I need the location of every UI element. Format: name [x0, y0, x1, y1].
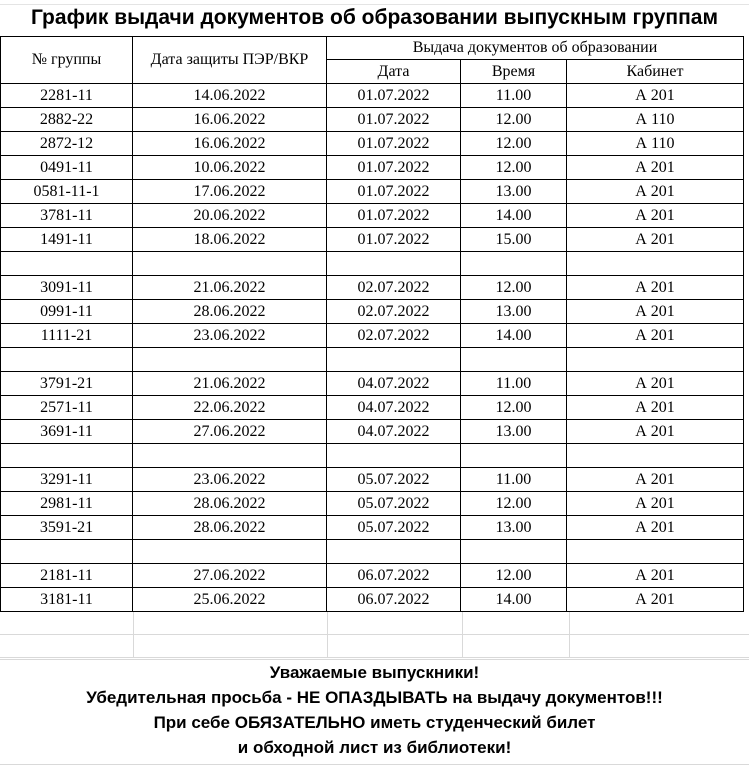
cell-room[interactable]: А 201 [567, 492, 744, 516]
cell-defense-date[interactable]: 21.06.2022 [133, 372, 327, 396]
cell-issue-time[interactable]: 14.00 [461, 324, 567, 348]
cell-group[interactable] [1, 348, 133, 372]
table-row [1, 276, 744, 300]
cell-group[interactable]: 2181-11 [1, 564, 133, 588]
cell-issue-time[interactable]: 12.00 [461, 132, 567, 156]
cell-group[interactable]: 3691-11 [1, 420, 133, 444]
cell-issue-time[interactable]: 13.00 [461, 420, 567, 444]
cell-room[interactable] [567, 540, 744, 564]
cell-defense-date[interactable]: 20.06.2022 [133, 204, 327, 228]
notice-line-3: При себе ОБЯЗАТЕЛЬНО иметь студенческий билет [153, 713, 596, 732]
notice-block [0, 659, 749, 764]
cell-group[interactable] [1, 252, 133, 276]
table-row [1, 564, 744, 588]
notice-line-4: и обходной лист из библиотеки! [237, 738, 512, 757]
table-row [1, 108, 744, 132]
cell-defense-date[interactable]: 16.06.2022 [133, 132, 327, 156]
cell-issue-time[interactable]: 11.00 [461, 372, 567, 396]
cell-defense-date[interactable]: 28.06.2022 [133, 300, 327, 324]
table-row [1, 156, 744, 180]
cell-group[interactable]: 3091-11 [1, 276, 133, 300]
cell-defense-date[interactable]: 17.06.2022 [133, 180, 327, 204]
cell-defense-date[interactable] [133, 348, 327, 372]
cell-issue-date[interactable]: 01.07.2022 [327, 84, 461, 108]
cell-defense-date[interactable] [133, 444, 327, 468]
cell-group[interactable]: 1491-11 [1, 228, 133, 252]
cell-defense-date[interactable]: 23.06.2022 [133, 324, 327, 348]
cell-group[interactable]: 2281-11 [1, 84, 133, 108]
cell-room[interactable] [567, 348, 744, 372]
cell-issue-time[interactable]: 13.00 [461, 300, 567, 324]
cell-group[interactable]: 2571-11 [1, 396, 133, 420]
table-row [1, 324, 744, 348]
cell-group[interactable]: 2872-12 [1, 132, 133, 156]
cell-issue-time[interactable]: 12.00 [461, 156, 567, 180]
schedule-title: График выдачи документов об образовании выпускным группам [30, 6, 719, 29]
cell-issue-date[interactable]: 02.07.2022 [327, 324, 461, 348]
header-group[interactable]: № группы [1, 37, 133, 84]
cell-room[interactable] [567, 444, 744, 468]
cell-issue-date[interactable]: 05.07.2022 [327, 516, 461, 540]
cell-room[interactable]: А 201 [567, 156, 744, 180]
cell-room[interactable]: А 201 [567, 396, 744, 420]
cell-issue-time[interactable]: 12.00 [461, 108, 567, 132]
notice-line-2: Убедительная просьба - НЕ ОПАЗДЫВАТЬ на выдачу документов!!! [86, 688, 663, 707]
table-row [1, 228, 744, 252]
cell-group[interactable]: 0581-11-1 [1, 180, 133, 204]
cell-issue-date[interactable]: 06.07.2022 [327, 588, 461, 612]
cell-room[interactable]: А 201 [567, 372, 744, 396]
table-row [1, 396, 744, 420]
cell-group[interactable]: 3291-11 [1, 468, 133, 492]
cell-issue-time[interactable]: 14.00 [461, 204, 567, 228]
header-row [1, 37, 744, 60]
cell-room[interactable]: А 201 [567, 276, 744, 300]
table-row [1, 132, 744, 156]
table-row [1, 204, 744, 228]
spacer-row [1, 348, 744, 372]
cell-defense-date[interactable]: 27.06.2022 [133, 564, 327, 588]
cell-issue-time[interactable]: 12.00 [461, 276, 567, 300]
cell-room[interactable]: А 201 [567, 468, 744, 492]
header-time[interactable]: Время [461, 60, 567, 84]
cell-defense-date[interactable]: 28.06.2022 [133, 492, 327, 516]
header-defense-date[interactable]: Дата защиты ПЭР/ВКР [133, 37, 327, 84]
cell-defense-date[interactable] [133, 540, 327, 564]
cell-issue-time[interactable] [461, 252, 567, 276]
cell-issue-date[interactable]: 04.07.2022 [327, 420, 461, 444]
cell-issue-date[interactable] [327, 540, 461, 564]
cell-issue-time[interactable]: 12.00 [461, 492, 567, 516]
cell-issue-date[interactable] [327, 252, 461, 276]
cell-issue-time[interactable]: 14.00 [461, 588, 567, 612]
cell-defense-date[interactable]: 10.06.2022 [133, 156, 327, 180]
spacer-row [1, 540, 744, 564]
cell-issue-date[interactable]: 04.07.2022 [327, 372, 461, 396]
cell-issue-date[interactable]: 01.07.2022 [327, 180, 461, 204]
cell-issue-date[interactable] [327, 444, 461, 468]
cell-defense-date[interactable]: 18.06.2022 [133, 228, 327, 252]
cell-room[interactable]: А 201 [567, 324, 744, 348]
cell-room[interactable]: А 201 [567, 300, 744, 324]
cell-group[interactable]: 0491-11 [1, 156, 133, 180]
cell-defense-date[interactable]: 21.06.2022 [133, 276, 327, 300]
cell-defense-date[interactable]: 23.06.2022 [133, 468, 327, 492]
cell-defense-date[interactable]: 28.06.2022 [133, 516, 327, 540]
cell-group[interactable]: 1111-21 [1, 324, 133, 348]
table-row [1, 492, 744, 516]
cell-issue-date[interactable]: 01.07.2022 [327, 132, 461, 156]
header-issue[interactable]: Выдача документов об образовании [327, 37, 744, 60]
cell-issue-date[interactable]: 05.07.2022 [327, 492, 461, 516]
cell-issue-time[interactable]: 12.00 [461, 396, 567, 420]
spacer-row [1, 252, 744, 276]
cell-room[interactable]: А 201 [567, 204, 744, 228]
cell-issue-time[interactable] [461, 540, 567, 564]
cell-room[interactable]: А 201 [567, 84, 744, 108]
cell-issue-date[interactable]: 01.07.2022 [327, 204, 461, 228]
cell-issue-time[interactable]: 11.00 [461, 468, 567, 492]
cell-issue-date[interactable]: 01.07.2022 [327, 108, 461, 132]
cell-issue-date[interactable]: 01.07.2022 [327, 228, 461, 252]
cell-issue-time[interactable]: 11.00 [461, 84, 567, 108]
table-row [1, 420, 744, 444]
cell-group[interactable]: 3781-11 [1, 204, 133, 228]
cell-group[interactable]: 3791-21 [1, 372, 133, 396]
table-row [1, 372, 744, 396]
cell-defense-date[interactable] [133, 252, 327, 276]
cell-issue-time[interactable]: 13.00 [461, 516, 567, 540]
cell-issue-date[interactable]: 04.07.2022 [327, 396, 461, 420]
empty-sheet-rows [0, 612, 749, 658]
cell-issue-time[interactable]: 13.00 [461, 180, 567, 204]
table-row [1, 180, 744, 204]
cell-issue-date[interactable]: 06.07.2022 [327, 564, 461, 588]
cell-issue-time[interactable]: 12.00 [461, 564, 567, 588]
table-row [1, 588, 744, 612]
cell-issue-time[interactable] [461, 348, 567, 372]
cell-room[interactable]: А 201 [567, 588, 744, 612]
schedule-table [0, 36, 744, 612]
cell-room[interactable]: А 110 [567, 132, 744, 156]
cell-room[interactable]: А 110 [567, 108, 744, 132]
cell-issue-time[interactable] [461, 444, 567, 468]
cell-issue-time[interactable]: 15.00 [461, 228, 567, 252]
cell-issue-date[interactable]: 02.07.2022 [327, 300, 461, 324]
cell-group[interactable] [1, 444, 133, 468]
cell-group[interactable] [1, 540, 133, 564]
cell-group[interactable]: 3591-21 [1, 516, 133, 540]
table-row [1, 468, 744, 492]
cell-group[interactable]: 2882-22 [1, 108, 133, 132]
empty-row [0, 635, 749, 658]
cell-defense-date[interactable]: 25.06.2022 [133, 588, 327, 612]
cell-room[interactable]: А 201 [567, 564, 744, 588]
cell-group[interactable]: 3181-11 [1, 588, 133, 612]
cell-issue-date[interactable] [327, 348, 461, 372]
cell-issue-date[interactable]: 02.07.2022 [327, 276, 461, 300]
table-row [1, 84, 744, 108]
bottom-gridline [0, 764, 749, 765]
cell-group[interactable]: 0991-11 [1, 300, 133, 324]
cell-defense-date[interactable]: 22.06.2022 [133, 396, 327, 420]
table-row [1, 516, 744, 540]
cell-room[interactable]: А 201 [567, 516, 744, 540]
cell-defense-date[interactable]: 27.06.2022 [133, 420, 327, 444]
empty-row [0, 612, 749, 635]
cell-issue-date[interactable]: 01.07.2022 [327, 156, 461, 180]
cell-defense-date[interactable]: 14.06.2022 [133, 84, 327, 108]
table-row [1, 300, 744, 324]
cell-room[interactable]: А 201 [567, 180, 744, 204]
cell-group[interactable]: 2981-11 [1, 492, 133, 516]
cell-room[interactable] [567, 252, 744, 276]
cell-issue-date[interactable]: 05.07.2022 [327, 468, 461, 492]
spacer-row [1, 444, 744, 468]
notice-line-1: Уважаемые выпускники! [269, 663, 480, 682]
cell-room[interactable]: А 201 [567, 420, 744, 444]
cell-room[interactable]: А 201 [567, 228, 744, 252]
header-date[interactable]: Дата [327, 60, 461, 84]
header-room[interactable]: Кабинет [567, 60, 744, 84]
cell-defense-date[interactable]: 16.06.2022 [133, 108, 327, 132]
